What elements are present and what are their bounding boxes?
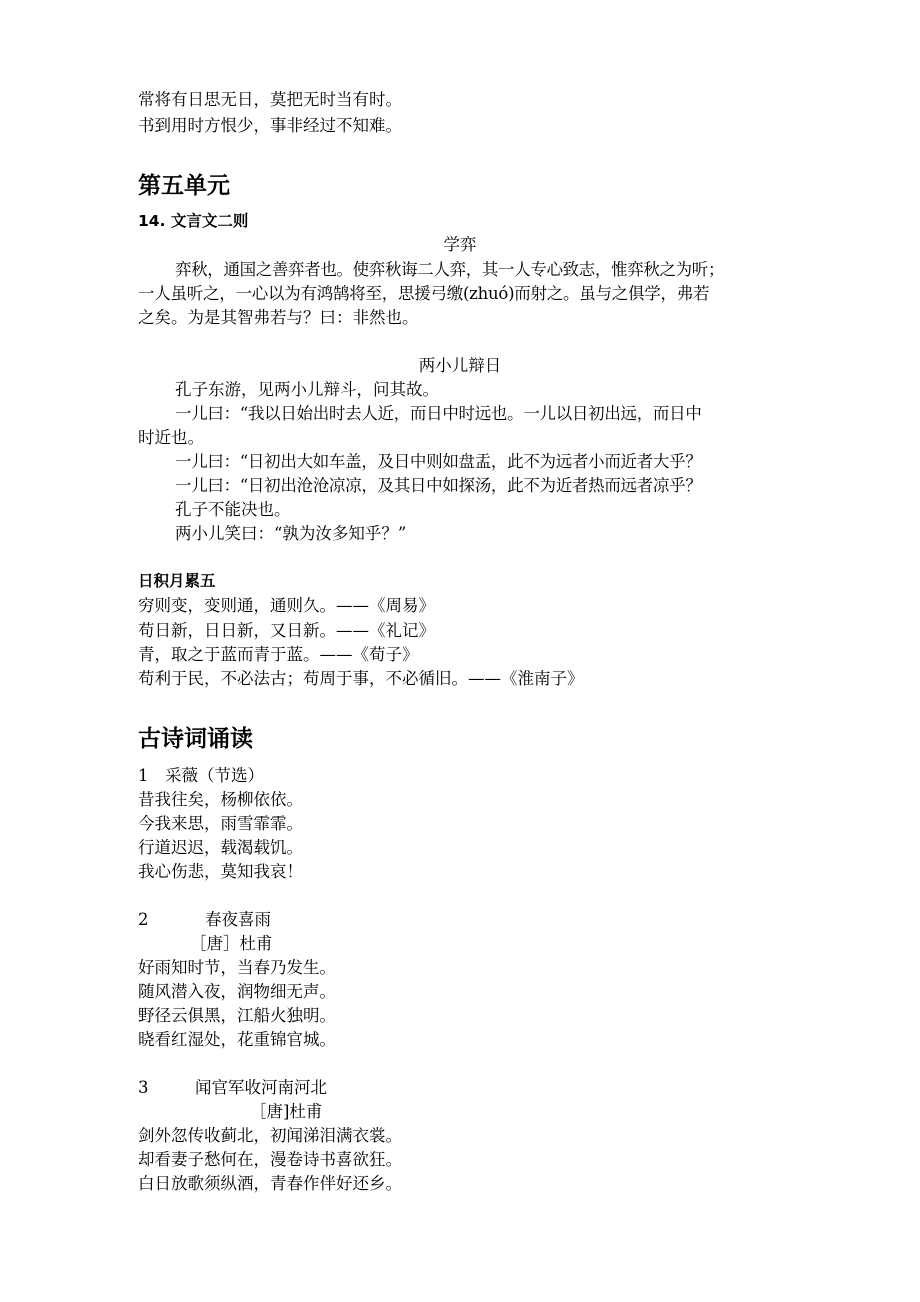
text-line: 一儿曰：“我以日始出时去人近，而日中时远也。一儿以日初出远，而日中 — [175, 404, 702, 423]
text-line: 孔子不能决也。 — [175, 500, 291, 519]
intro-line: 书到用时方恨少，事非经过不知难。 — [138, 116, 402, 135]
text-line: 两小儿笑曰：“孰为汝多知乎？” — [175, 524, 407, 543]
poem-title: 闻官军收河南河北 — [195, 1078, 327, 1097]
quote-line: 苟利于民，不必法古；苟周于事，不必循旧。——《淮南子》 — [138, 669, 584, 688]
poem-author: ［唐]杜甫 — [250, 1102, 323, 1121]
section-heading: 古诗词诵读 — [138, 726, 253, 752]
text-line: 之矣。为是其智弗若与？曰：非然也。 — [138, 308, 419, 327]
text-line: 孔子东游，见两小儿辩斗，问其故。 — [175, 380, 439, 399]
text-line: 一儿曰：“日初出大如车盖，及日中则如盘盂，此不为远者小而近者大乎？ — [175, 452, 702, 471]
poem-line: 剑外忽传收蓟北，初闻涕泪满衣裳。 — [138, 1126, 402, 1145]
poem-line: 昔我往矣，杨柳依依。 — [138, 790, 303, 809]
poem-number: 2 — [138, 910, 149, 929]
text-line: 一人虽听之，一心以为有鸿鹄将至，思援弓缴(zhuó)而射之。虽与之俱学，弗若 — [138, 284, 710, 303]
poem-title: 春夜喜雨 — [205, 910, 271, 929]
poem-line: 随风潜入夜，润物细无声。 — [138, 982, 336, 1001]
poem-line: 行道迟迟，载渴载饥。 — [138, 838, 303, 857]
poem-number: 3 — [138, 1078, 149, 1097]
unit-heading: 第五单元 — [138, 173, 230, 199]
poem-line: 今我来思，雨雪霏霏。 — [138, 814, 303, 833]
text-line: 弈秋，通国之善弈者也。使弈秋诲二人弈，其一人专心致志，惟弈秋之为听； — [175, 260, 725, 279]
poem-line: 野径云俱黑，江船火独明。 — [138, 1006, 336, 1025]
poem-line: 好雨知时节，当春乃发生。 — [138, 958, 336, 977]
quote-line: 青，取之于蓝而青于蓝。——《荀子》 — [138, 645, 419, 664]
intro-line: 常将有日思无日，莫把无时当有时。 — [138, 90, 402, 109]
text-line: 时近也。 — [138, 428, 204, 447]
poem-line: 白日放歌须纵酒，青春作伴好还乡。 — [138, 1174, 402, 1193]
poem-line: 晓看红湿处，花重锦官城。 — [138, 1030, 336, 1049]
poem-heading: 1 采薇（节选） — [138, 766, 264, 785]
poem-line: 我心伤悲，莫知我哀！ — [138, 862, 303, 881]
text-title: 学弈 — [443, 235, 477, 254]
text-title: 两小儿辩日 — [418, 356, 502, 375]
poem-line: 却看妻子愁何在，漫卷诗书喜欲狂。 — [138, 1150, 402, 1169]
lesson-heading: 14. 文言文二则 — [138, 212, 249, 230]
text-line: 一儿曰：“日初出沧沧凉凉，及其日中如探汤，此不为近者热而远者凉乎？ — [175, 476, 702, 495]
poem-author: ［唐］杜甫 — [190, 934, 273, 953]
section-heading: 日积月累五 — [138, 572, 216, 590]
quote-line: 穷则变，变则通，通则久。——《周易》 — [138, 596, 435, 615]
quote-line: 苟日新，日日新，又日新。——《礼记》 — [138, 621, 435, 640]
